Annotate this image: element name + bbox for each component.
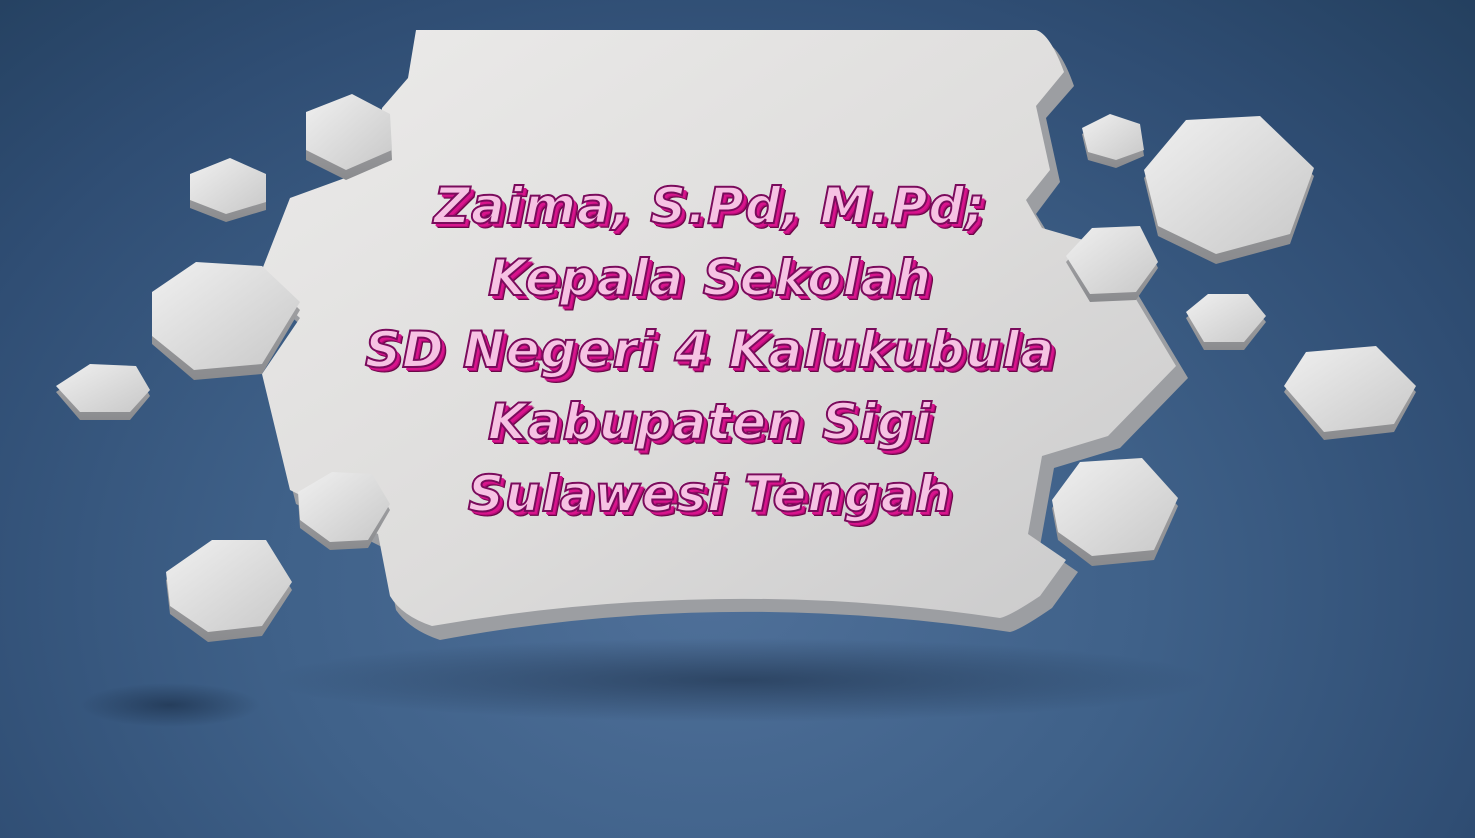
hexagon-block xyxy=(1284,346,1416,440)
title-line-name: Zaima, S.Pd, M.Pd; xyxy=(433,177,987,235)
title-line-school: SD Negeri 4 Kalukubula xyxy=(364,321,1056,379)
hexagon-block xyxy=(166,540,292,642)
floor-shadow-small xyxy=(80,683,260,727)
hexagon-block xyxy=(1186,294,1266,350)
floor-shadow xyxy=(270,638,1210,722)
title-line-regency: Kabupaten Sigi xyxy=(487,393,933,451)
title-line-position: Kepala Sekolah xyxy=(488,249,932,307)
title-line-province: Sulawesi Tengah xyxy=(467,465,953,523)
slide-title xyxy=(330,170,1090,530)
hexagon-block xyxy=(190,158,266,222)
hexagon-block xyxy=(56,364,150,420)
hexagon-block xyxy=(1082,114,1144,168)
hexagon-block xyxy=(1144,116,1314,264)
